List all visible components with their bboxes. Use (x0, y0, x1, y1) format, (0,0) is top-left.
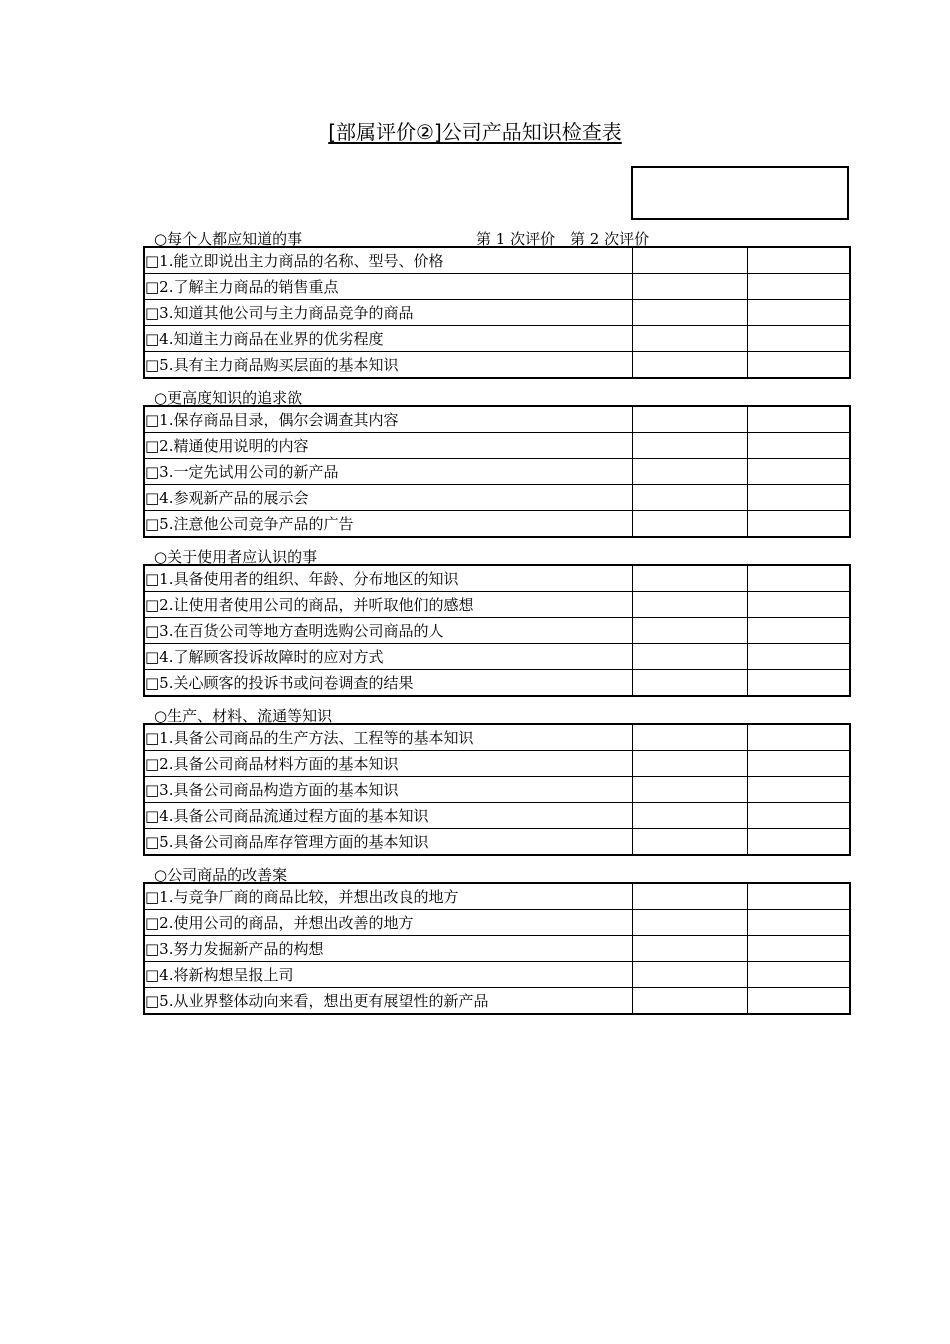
checklist-item[interactable]: □5.从业界整体动向来看，想出更有展望性的新产品 (144, 988, 632, 1015)
checklist-item[interactable]: □4.知道主力商品在业界的优劣程度 (144, 326, 632, 352)
checklist-item[interactable]: □1.具备公司商品的生产方法、工程等的基本知识 (144, 724, 632, 751)
first-evaluation-cell[interactable] (632, 644, 747, 670)
checklist-item[interactable]: □2.了解主力商品的销售重点 (144, 274, 632, 300)
table-row (144, 565, 850, 592)
checklist-item[interactable]: □1.能立即说出主力商品的名称、型号、价格 (144, 247, 632, 274)
first-evaluation-cell[interactable] (632, 910, 747, 936)
second-evaluation-cell[interactable] (747, 565, 850, 592)
checklist-item[interactable]: □2.让使用者使用公司的商品，并听取他们的感想 (144, 592, 632, 618)
second-evaluation-cell[interactable] (747, 751, 850, 777)
table-row (144, 247, 850, 274)
section-heading: ○更高度知识的追求欲 (154, 389, 303, 407)
section-heading: ○公司商品的改善案 (154, 866, 288, 884)
first-evaluation-cell[interactable] (632, 936, 747, 962)
checklist-item[interactable]: □3.具备公司商品构造方面的基本知识 (144, 777, 632, 803)
table-row (144, 644, 850, 670)
section-heading: ○关于使用者应认识的事 (154, 548, 318, 566)
table-row (144, 485, 850, 511)
first-evaluation-cell[interactable] (632, 829, 747, 856)
section-heading: ○生产、材料、流通等知识 (154, 707, 333, 725)
second-evaluation-cell[interactable] (747, 644, 850, 670)
first-evaluation-cell[interactable] (632, 352, 747, 379)
checklist-item[interactable]: □3.知道其他公司与主力商品竞争的商品 (144, 300, 632, 326)
second-evaluation-cell[interactable] (747, 247, 850, 274)
second-evaluation-cell[interactable] (747, 300, 850, 326)
checklist-table (143, 246, 851, 379)
second-evaluation-header: 第 2 次评价 (570, 230, 650, 248)
second-evaluation-cell[interactable] (747, 988, 850, 1015)
table-row (144, 670, 850, 697)
table-row (144, 326, 850, 352)
second-evaluation-cell[interactable] (747, 352, 850, 379)
table-row (144, 300, 850, 326)
table-row (144, 352, 850, 379)
section-heading: ○每个人都应知道的事 (154, 230, 303, 248)
second-evaluation-cell[interactable] (747, 910, 850, 936)
second-evaluation-cell[interactable] (747, 485, 850, 511)
second-evaluation-cell[interactable] (747, 274, 850, 300)
page-title: [部属评价②]公司产品知识检查表 (328, 120, 622, 144)
checklist-table (143, 405, 851, 538)
checklist-item[interactable]: □1.与竞争厂商的商品比较，并想出改良的地方 (144, 883, 632, 910)
checklist-item[interactable]: □3.一定先试用公司的新产品 (144, 459, 632, 485)
second-evaluation-cell[interactable] (747, 829, 850, 856)
table-row (144, 936, 850, 962)
second-evaluation-cell[interactable] (747, 962, 850, 988)
first-evaluation-cell[interactable] (632, 565, 747, 592)
table-row (144, 274, 850, 300)
table-row (144, 618, 850, 644)
first-evaluation-cell[interactable] (632, 247, 747, 274)
second-evaluation-cell[interactable] (747, 459, 850, 485)
first-evaluation-cell[interactable] (632, 962, 747, 988)
second-evaluation-cell[interactable] (747, 670, 850, 697)
first-evaluation-cell[interactable] (632, 883, 747, 910)
first-evaluation-cell[interactable] (632, 618, 747, 644)
second-evaluation-cell[interactable] (747, 936, 850, 962)
second-evaluation-cell[interactable] (747, 803, 850, 829)
first-evaluation-cell[interactable] (632, 777, 747, 803)
checklist-item[interactable]: □4.了解顾客投诉故障时的应对方式 (144, 644, 632, 670)
table-row (144, 433, 850, 459)
first-evaluation-cell[interactable] (632, 592, 747, 618)
second-evaluation-cell[interactable] (747, 406, 850, 433)
checklist-item[interactable]: □5.具有主力商品购买层面的基本知识 (144, 352, 632, 379)
checklist-table (143, 882, 851, 1015)
table-row (144, 829, 850, 856)
second-evaluation-cell[interactable] (747, 618, 850, 644)
second-evaluation-cell[interactable] (747, 433, 850, 459)
table-row (144, 724, 850, 751)
table-row (144, 910, 850, 936)
second-evaluation-cell[interactable] (747, 592, 850, 618)
first-evaluation-cell[interactable] (632, 406, 747, 433)
first-evaluation-cell[interactable] (632, 670, 747, 697)
first-evaluation-cell[interactable] (632, 300, 747, 326)
second-evaluation-cell[interactable] (747, 511, 850, 538)
table-row (144, 459, 850, 485)
table-row (144, 883, 850, 910)
checklist-item[interactable]: □4.将新构想呈报上司 (144, 962, 632, 988)
checklist-table (143, 564, 851, 697)
checklist-item[interactable]: □5.注意他公司竞争产品的广告 (144, 511, 632, 538)
first-evaluation-header: 第 1 次评价 (476, 230, 556, 248)
checklist-item[interactable]: □4.具备公司商品流通过程方面的基本知识 (144, 803, 632, 829)
table-row (144, 751, 850, 777)
checklist-item[interactable]: □1.具备使用者的组织、年龄、分布地区的知识 (144, 565, 632, 592)
checklist-item[interactable]: □3.努力发掘新产品的构想 (144, 936, 632, 962)
second-evaluation-cell[interactable] (747, 724, 850, 751)
first-evaluation-cell[interactable] (632, 326, 747, 352)
checklist-item[interactable]: □1.保存商品目录，偶尔会调查其内容 (144, 406, 632, 433)
first-evaluation-cell[interactable] (632, 433, 747, 459)
table-row (144, 777, 850, 803)
table-row (144, 962, 850, 988)
checklist-item[interactable]: □2.具备公司商品材料方面的基本知识 (144, 751, 632, 777)
second-evaluation-cell[interactable] (747, 326, 850, 352)
first-evaluation-cell[interactable] (632, 803, 747, 829)
first-evaluation-cell[interactable] (632, 274, 747, 300)
checklist-table (143, 723, 851, 856)
checklist-item[interactable]: □5.具备公司商品库存管理方面的基本知识 (144, 829, 632, 856)
table-row (144, 406, 850, 433)
table-row (144, 988, 850, 1015)
table-row (144, 511, 850, 538)
checklist-item[interactable]: □5.关心顾客的投诉书或问卷调查的结果 (144, 670, 632, 697)
table-row (144, 803, 850, 829)
first-evaluation-cell[interactable] (632, 511, 747, 538)
first-evaluation-cell[interactable] (632, 485, 747, 511)
table-row (144, 592, 850, 618)
checklist-item[interactable]: □2.使用公司的商品，并想出改善的地方 (144, 910, 632, 936)
first-evaluation-cell[interactable] (632, 751, 747, 777)
score-box[interactable] (631, 166, 849, 220)
checklist-item[interactable]: □3.在百货公司等地方查明选购公司商品的人 (144, 618, 632, 644)
second-evaluation-cell[interactable] (747, 777, 850, 803)
checklist-item[interactable]: □4.参观新产品的展示会 (144, 485, 632, 511)
second-evaluation-cell[interactable] (747, 883, 850, 910)
first-evaluation-cell[interactable] (632, 724, 747, 751)
first-evaluation-cell[interactable] (632, 459, 747, 485)
checklist-item[interactable]: □2.精通使用说明的内容 (144, 433, 632, 459)
first-evaluation-cell[interactable] (632, 988, 747, 1015)
